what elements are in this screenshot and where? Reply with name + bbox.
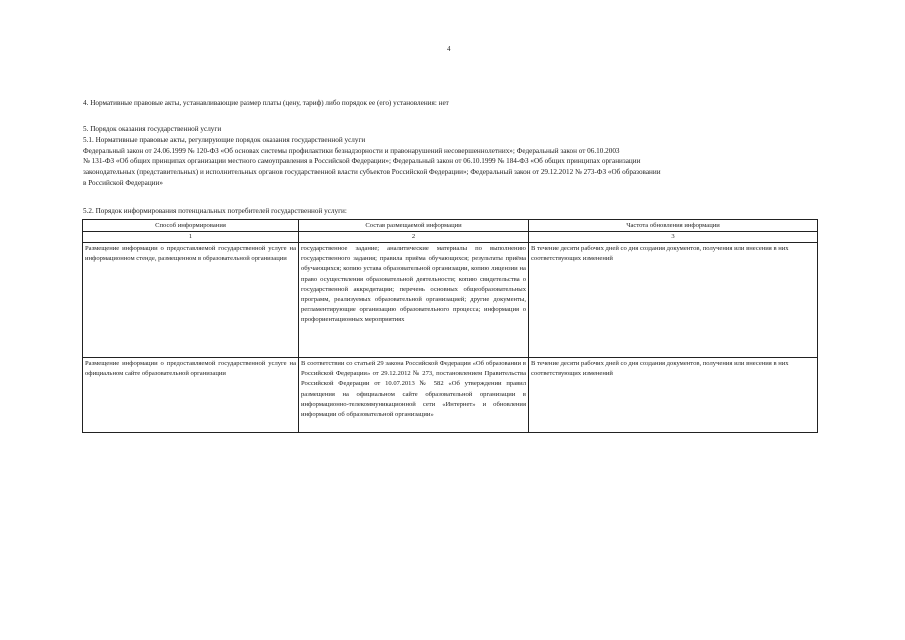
- cell-content: государственное задание; аналитические материалы по выполнению государственного задания; правила приёма обучающихся; результаты приёма обучающихся; копию устава образовательной организации, копию лицензии на право осуществления образовательной деятельности; копию свидетельства о государственной аккредитации; перечень основных общеобразовательных программ, реализуемых образовательной организацией; другие документы, регламентирующие организацию образовательного процесса; информация о профориентационных мероприятиях: [299, 243, 529, 358]
- column-number: 3: [529, 232, 818, 243]
- section-5-1-subtitle: 5.1. Нормативные правовые акты, регулирующие порядок оказания государственной услуги: [83, 135, 366, 144]
- cell-method: Размещение информации о предоставляемой государственной услуге на информационном стенде, размещенном в образовательной организации: [83, 243, 299, 358]
- legal-acts-line: Федеральный закон от 24.06.1999 № 120-ФЗ «Об основах системы профилактики безнадзорности и правонарушений несовершеннолетних»; Федеральный закон от 06.10.2003: [83, 146, 620, 155]
- table-header-row: [83, 220, 818, 232]
- table-number-row: [83, 232, 818, 243]
- cell-frequency: В течение десяти рабочих дней со дня создания документов, получения или внесения в них соответствующих изменений: [529, 358, 818, 433]
- column-header-content: Состав размещаемой информации: [299, 220, 529, 232]
- column-number: 2: [299, 232, 529, 243]
- column-header-frequency: Частота обновления информации: [529, 220, 818, 232]
- cell-frequency: В течение десяти рабочих дней со дня создания документов, получения или внесения в них соответствующих изменений: [529, 243, 818, 358]
- section-4-text: 4. Нормативные правовые акты, устанавливающие размер платы (цену, тариф) либо порядок ее (его) установления: нет: [83, 99, 449, 107]
- cell-content: В соответствии со статьей 29 закона Российской Федерации «Об образовании в Российской Федерации» от 29.12.2012 № 273, постановлением Правительства Российской Федерации от 10.07.2013 № 582 «Об утверждении правил размещения на официальном сайте образовательной организации в информационно-телекоммуникационной сети «Интернет» и обновления информации об образовательной организации»: [299, 358, 529, 433]
- column-number: 1: [83, 232, 299, 243]
- section-5-2-title: 5.2. Порядок информирования потенциальных потребителей государственной услуги:: [83, 207, 347, 215]
- column-header-method: Способ информирования: [83, 220, 299, 232]
- table-row: [83, 243, 818, 358]
- page-number: 4: [447, 45, 451, 53]
- table-row: [83, 358, 818, 433]
- legal-acts-line: в Российской Федерации»: [83, 178, 163, 187]
- legal-acts-line: законодательных (представительных) и исполнительных органов государственной власти субъектов Российской Федерации»; Федеральный закон от 29.12.2012 № 273-ФЗ «Об образовании: [83, 168, 661, 177]
- section-5-title: 5. Порядок оказания государственной услуги: [83, 125, 222, 133]
- section-5: [83, 124, 818, 189]
- cell-method: Размещение информации о предоставляемой государственной услуге на официальном сайте образовательной организации: [83, 358, 299, 433]
- legal-acts-line: № 131-ФЗ «Об общих принципах организации местного самоуправления в Российской Федерации»; Федеральный закон от 06.10.1999 № 184-ФЗ «Об общих принципах организации: [83, 157, 641, 166]
- information-table: [82, 219, 818, 433]
